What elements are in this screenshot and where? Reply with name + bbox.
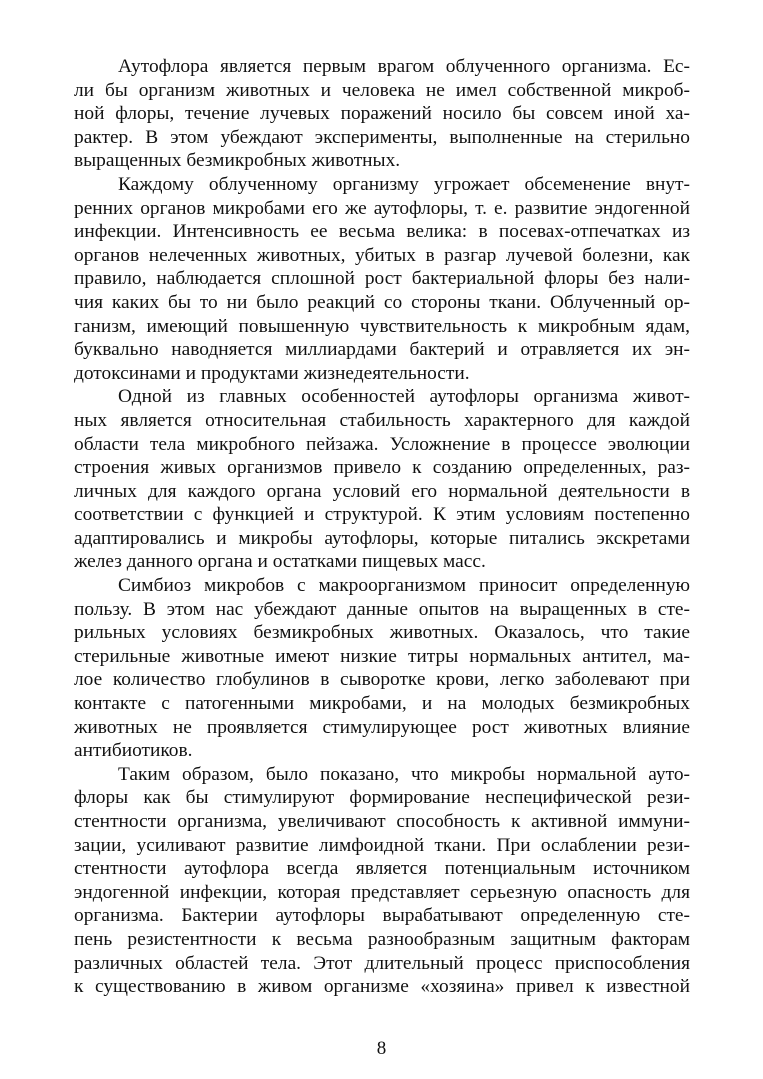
paragraph-2 [74,173,690,385]
text-line: адаптировались и микробы аутофлоры, которые питались экскретами [74,527,690,549]
text-line: ренних органов микробами его же аутофлоры, т. е. развитие эндогенной [74,197,690,219]
paragraph-5 [74,763,690,999]
text-line: Симбиоз микробов с макроорганизмом приносит определенную [118,575,690,597]
text-line: желез данного органа и остатками пищевых масс. [74,551,486,573]
text-line: области тела микробного пейзажа. Усложнение в процессе эволюции [74,433,690,455]
text-line: ганизм, имеющий повышенную чувствительность к микробным ядам, [74,315,690,337]
text-line: Таким образом, было показано, что микробы нормальной ауто- [118,763,690,785]
text-line: выращенных безмикробных животных. [74,150,401,172]
paragraph-3 [74,385,690,574]
text-line: пользу. В этом нас убеждают данные опытов на выращенных в сте- [74,598,690,620]
text-line: различных областей тела. Этот длительный процесс приспособления [74,952,690,974]
text-line: ных является относительная стабильность характерного для каждой [74,409,690,431]
page-number: 8 [376,1038,387,1059]
text-line: антибиотиков. [74,740,193,762]
text-line: организма. Бактерии аутофлоры вырабатывают определенную сте- [74,905,690,927]
text-line: флоры как бы стимулируют формирование неспецифической рези- [74,787,690,809]
paragraph-1 [74,55,690,173]
paragraph-4 [74,574,690,763]
text-line: ной флоры, течение лучевых поражений носило бы совсем иной ха- [74,103,690,125]
body-text [74,55,690,999]
text-line: Каждому облученному организму угрожает обсеменение внут- [118,173,690,195]
text-line: животных не проявляется стимулирующее рост животных влияние [74,716,690,738]
text-line: рильных условиях безмикробных животных. Оказалось, что такие [74,622,690,644]
text-line: ли бы организм животных и человека не имел собственной микроб- [74,79,690,101]
text-line: личных для каждого органа условий его нормальной деятельности в [74,480,690,502]
text-line: эндогенной инфекции, которая представляет серьезную опасность для [74,881,690,903]
text-line: Аутофлора является первым врагом облученного организма. Ес- [118,56,690,77]
text-line: лое количество глобулинов в сыворотке крови, легко заболевают при [74,669,690,691]
text-line: контакте с патогенными микробами, и на молодых безмикробных [74,693,690,715]
text-line: стерильные животные имеют низкие титры нормальных антител, ма- [74,645,690,667]
text-line: дотоксинами и продуктами жизнедеятельности. [74,362,470,384]
text-line: правило, наблюдается сплошной рост бактериальной флоры без нали- [74,268,690,290]
text-line: стентности аутофлора всегда является потенциальным источником [74,858,690,880]
text-line: органов нелеченных животных, убитых в разгар лучевой болезни, как [74,244,690,266]
text-line: рактер. В этом убеждают эксперименты, выполненные на стерильно [74,126,690,148]
text-line: зации, усиливают развитие лимфоидной ткани. При ослаблении рези- [74,834,690,856]
text-line: Одной из главных особенностей аутофлоры организма живот- [118,386,690,408]
text-line: стентности организма, увеличивают способность к активной иммуни- [74,811,690,832]
text-line: соответствии с функцией и структурой. К этим условиям постепенно [74,504,690,526]
text-line: инфекции. Интенсивность ее весьма велика: в посевах-отпечатках из [74,221,690,243]
text-line: буквально наводняется миллиардами бактерий и отравляется их эн- [74,339,690,361]
text-line: чия каких бы то ни было реакций со стороны ткани. Облученный ор- [74,291,690,313]
text-line: к существованию в живом организме «хозяина» привел к известной [74,976,690,998]
text-line: строения живых организмов привело к созданию определенных, раз- [74,457,690,479]
text-line: пень резистентности к весьма разнообразным защитным факторам [74,928,690,950]
